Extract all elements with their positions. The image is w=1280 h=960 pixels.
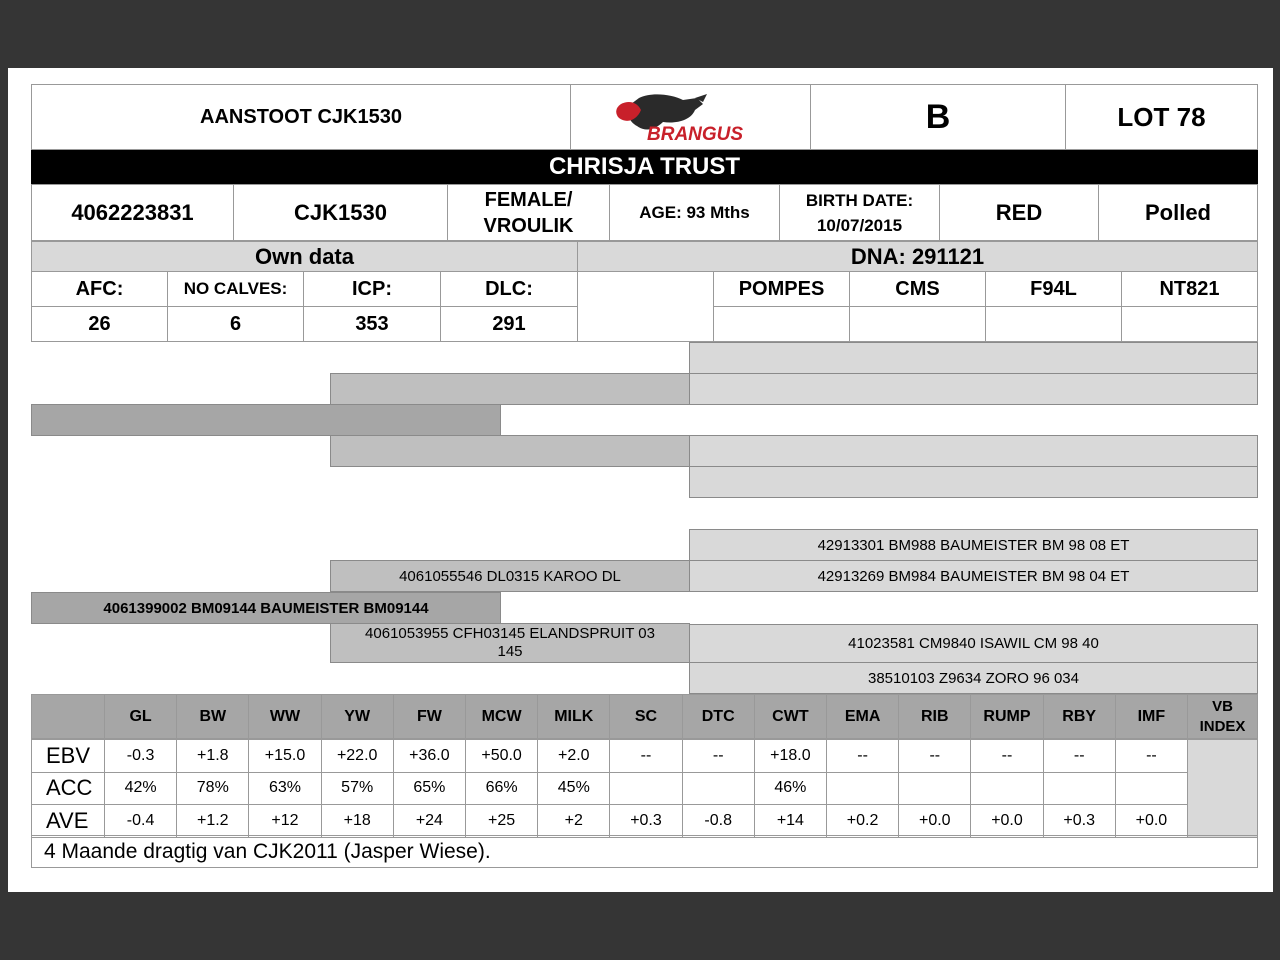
ebv-value-cell: +18.0 [754, 739, 827, 773]
ebv-value-cell: +2.0 [537, 739, 610, 773]
ebv-row-label: ACC [31, 772, 105, 806]
ebv-col-header: BW [176, 694, 249, 739]
ebv-value-cell: +0.3 [609, 804, 682, 838]
ebv-value-cell [1115, 772, 1188, 806]
ebv-value-cell: +14 [754, 804, 827, 838]
dna-title: DNA: 291121 [577, 241, 1258, 272]
dna-pompes-label: POMPES [713, 271, 850, 307]
ebv-col-header: DTC [682, 694, 755, 739]
ebv-value-cell: -0.4 [104, 804, 177, 838]
vb-index-value [1187, 739, 1258, 838]
catalogue-sheet [8, 68, 1273, 892]
ebv-value-cell: -0.3 [104, 739, 177, 773]
ebv-value-cell: -- [970, 739, 1043, 773]
ebv-col-header: GL [104, 694, 177, 739]
ebv-value-cell: -- [609, 739, 682, 773]
dna-cms-label: CMS [849, 271, 986, 307]
afc-value: 26 [31, 306, 168, 342]
ebv-value-cell [826, 772, 899, 806]
ebv-col-header: FW [393, 694, 466, 739]
pedigree-sire: 4061399002 BM09144 BAUMEISTER BM09144 [31, 592, 501, 624]
pedigree-dam-empty [31, 404, 501, 436]
lot-number: LOT 78 [1065, 84, 1258, 150]
pedigree-sire-sire: 4061055546 DL0315 KAROO DL [330, 560, 690, 592]
ebv-value-cell: +24 [393, 804, 466, 838]
afc-label: AFC: [31, 271, 168, 307]
brangus-logo [570, 84, 811, 150]
ebv-value-cell [898, 772, 971, 806]
ebv-value-cell: 57% [321, 772, 394, 806]
horn-status: Polled [1098, 184, 1258, 241]
ebv-value-cell [609, 772, 682, 806]
dna-f94l-label: F94L [985, 271, 1122, 307]
ebv-row-label: AVE [31, 804, 105, 838]
ebv-value-cell: -- [826, 739, 899, 773]
ebv-col-header: CWT [754, 694, 827, 739]
pedigree-dss-empty [689, 342, 1258, 374]
ebv-value-cell: 45% [537, 772, 610, 806]
ebv-value-cell: -- [898, 739, 971, 773]
ebv-value-cell: 66% [465, 772, 538, 806]
ebv-col-header: WW [248, 694, 321, 739]
no-calves-label: NO CALVES: [167, 271, 304, 307]
ebv-value-cell: +1.2 [176, 804, 249, 838]
age: AGE: 93 Mths [609, 184, 780, 241]
ebv-value-cell: +15.0 [248, 739, 321, 773]
grade: B [810, 84, 1066, 150]
pedigree-sire-dam: 4061053955 CFH03145 ELANDSPRUIT 03 145 [330, 623, 690, 663]
own-data-title: Own data [31, 241, 578, 272]
pedigree-ssd: 42913269 BM984 BAUMEISTER BM 98 04 ET [689, 560, 1258, 592]
ebv-col-header: IMF [1115, 694, 1188, 739]
owner-band: CHRISJA TRUST [31, 150, 1258, 184]
ebv-value-cell: +18 [321, 804, 394, 838]
id-number: 4062223831 [31, 184, 234, 241]
icp-label: ICP: [303, 271, 441, 307]
ebv-value-cell: -- [1115, 739, 1188, 773]
ebv-value-cell: -- [1043, 739, 1116, 773]
dna-f94l-value [985, 306, 1122, 342]
dlc-value: 291 [440, 306, 578, 342]
ebv-col-header: MILK [537, 694, 610, 739]
pedigree-dsd-empty [689, 373, 1258, 405]
ebv-value-cell: +36.0 [393, 739, 466, 773]
ebv-value-cell: +25 [465, 804, 538, 838]
ebv-value-cell: +0.0 [970, 804, 1043, 838]
pedigree-ds-empty [330, 373, 690, 405]
ebv-value-cell: +0.0 [1115, 804, 1188, 838]
ebv-value-cell: +0.3 [1043, 804, 1116, 838]
pedigree-sdd: 38510103 Z9634 ZORO 96 034 [689, 662, 1258, 694]
ebv-value-cell [682, 772, 755, 806]
dlc-label: DLC: [440, 271, 578, 307]
ebv-value-cell: 42% [104, 772, 177, 806]
ebv-value-cell: -- [682, 739, 755, 773]
ebv-value-cell: 63% [248, 772, 321, 806]
ebv-corner-cell [31, 694, 105, 739]
pregnancy-note: 4 Maande dragtig van CJK2011 (Jasper Wiese). [31, 835, 1258, 868]
pedigree-dds-empty [689, 435, 1258, 467]
ebv-value-cell: +0.0 [898, 804, 971, 838]
dna-nt821-value [1121, 306, 1258, 342]
color: RED [939, 184, 1099, 241]
icp-value: 353 [303, 306, 441, 342]
ebv-value-cell: 46% [754, 772, 827, 806]
ebv-col-header: VB INDEX [1187, 694, 1258, 739]
no-calves-value: 6 [167, 306, 304, 342]
dna-cms-value [849, 306, 986, 342]
ebv-col-header: SC [609, 694, 682, 739]
ebv-value-cell [1043, 772, 1116, 806]
ebv-value-cell: +0.2 [826, 804, 899, 838]
sex: FEMALE/ VROULIK [447, 184, 610, 241]
bull-logo-icon [611, 90, 771, 144]
logo-text: BRANGUS [646, 124, 743, 144]
animal-name: AANSTOOT CJK1530 [31, 84, 571, 150]
birth-date: BIRTH DATE: 10/07/2015 [779, 184, 940, 241]
ebv-value-cell: -0.8 [682, 804, 755, 838]
ebv-col-header: EMA [826, 694, 899, 739]
ebv-col-header: MCW [465, 694, 538, 739]
pedigree-ddd-empty [689, 466, 1258, 498]
ebv-value-cell: +1.8 [176, 739, 249, 773]
ebv-value-cell [970, 772, 1043, 806]
pedigree-sds: 41023581 CM9840 ISAWIL CM 98 40 [689, 624, 1258, 663]
ebv-value-cell: +50.0 [465, 739, 538, 773]
ebv-value-cell: +22.0 [321, 739, 394, 773]
ebv-value-cell: 78% [176, 772, 249, 806]
ebv-col-header: RUMP [970, 694, 1043, 739]
ebv-row-label: EBV [31, 739, 105, 773]
tag-number: CJK1530 [233, 184, 448, 241]
ebv-value-cell: +12 [248, 804, 321, 838]
pedigree-sss: 42913301 BM988 BAUMEISTER BM 98 08 ET [689, 529, 1258, 561]
dna-nt821-label: NT821 [1121, 271, 1258, 307]
ebv-value-cell: +2 [537, 804, 610, 838]
dna-pompes-value [713, 306, 850, 342]
ebv-col-header: RBY [1043, 694, 1116, 739]
pedigree-dd-empty [330, 435, 690, 467]
ebv-col-header: RIB [898, 694, 971, 739]
ebv-col-header: YW [321, 694, 394, 739]
dna-blank-cell [577, 271, 714, 342]
ebv-value-cell: 65% [393, 772, 466, 806]
